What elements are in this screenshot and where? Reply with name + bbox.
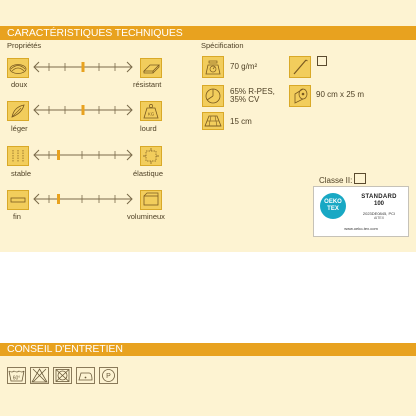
oeko-logo-text-1: OEKO xyxy=(324,199,342,205)
softness-scale xyxy=(33,60,133,74)
oeko-code: 2023DE0845, PCI xyxy=(362,211,396,216)
class-checkbox[interactable] xyxy=(354,173,366,184)
stable-knit-icon xyxy=(7,146,29,166)
wash-60-icon xyxy=(7,367,26,384)
elasticity-scale xyxy=(33,148,133,162)
oeko-tex-label xyxy=(313,186,409,237)
tech-section-header: CARACTÉRISTIQUES TECHNIQUES xyxy=(0,26,416,40)
weight-kg-icon xyxy=(140,101,162,121)
scale-left-label: doux xyxy=(11,80,28,89)
svg-text:KG: KG xyxy=(147,111,155,117)
scale-right-label: volumineux xyxy=(127,212,165,221)
scale-right-label: élastique xyxy=(133,169,164,178)
scale-left-label: fin xyxy=(13,212,21,221)
oeko-standard-number: 100 xyxy=(373,201,384,207)
iron-low-icon xyxy=(76,367,95,384)
spec-composition-line2: 35% CV xyxy=(230,95,260,104)
no-bleach-icon xyxy=(30,367,49,384)
oeko-institute: AITEX xyxy=(373,216,385,220)
scale-right-label: résistant xyxy=(133,80,162,89)
professional-clean-text: P xyxy=(106,373,111,380)
oeko-logo-text-2: TEX xyxy=(327,206,339,212)
width-ruler-icon xyxy=(202,112,224,130)
spec-composition-line1: 65% R-PES, xyxy=(230,87,275,96)
spec-width: 15 cm xyxy=(230,117,252,126)
scale-marker xyxy=(82,105,85,115)
spec-weight: 70 g/m² xyxy=(230,62,258,71)
thickness-scale xyxy=(33,192,133,206)
wool-skein-icon xyxy=(7,58,29,78)
crochet-hook-icon xyxy=(289,56,311,78)
stretch-knit-icon xyxy=(140,146,162,166)
properties-label: Propriétés xyxy=(7,41,42,50)
composition-pie-icon xyxy=(202,85,224,107)
professional-clean-icon xyxy=(99,367,118,384)
oeko-standard: STANDARD xyxy=(361,194,397,200)
class-label: Classe II: xyxy=(319,176,353,185)
spec-dimensions: 90 cm x 25 m xyxy=(316,90,365,99)
wash-temp-text: 60° xyxy=(12,375,21,382)
wool-bundle-icon xyxy=(140,58,162,78)
oeko-tex-logo xyxy=(320,193,346,219)
bulky-yarn-icon xyxy=(140,190,162,210)
scale-marker xyxy=(57,150,60,160)
hook-checkbox[interactable] xyxy=(317,56,327,66)
yarn-roll-icon xyxy=(289,85,311,107)
weight-scale xyxy=(33,103,133,117)
care-section-header: CONSEIL D'ENTRETIEN xyxy=(0,343,416,356)
scale-left-label: léger xyxy=(11,124,28,133)
scale-left-label: stable xyxy=(11,169,32,178)
oeko-url: www.oeko-tex.com xyxy=(344,226,378,231)
no-tumble-dry-icon xyxy=(53,367,72,384)
scale-marker xyxy=(57,194,60,204)
scale-marker xyxy=(82,62,85,72)
scale-weight-icon xyxy=(202,56,224,78)
specification-label: Spécification xyxy=(201,41,244,50)
feather-icon xyxy=(7,101,29,121)
blank-area xyxy=(0,252,416,344)
scale-right-label: lourd xyxy=(140,124,157,133)
thin-yarn-icon xyxy=(7,190,29,210)
